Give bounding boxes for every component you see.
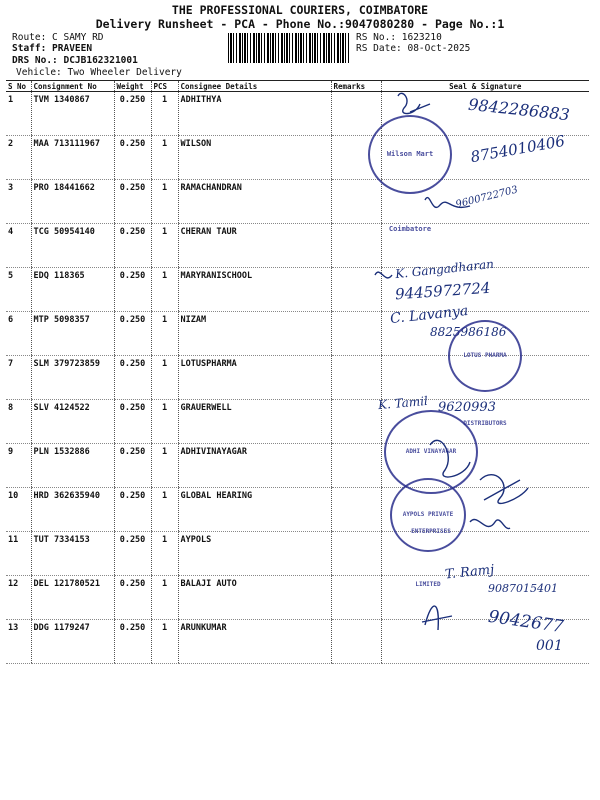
cell-sno: 8 bbox=[6, 400, 31, 444]
handwritten-name-1: K. Gangadharan bbox=[394, 256, 495, 282]
cell-consignment: TUT 7334153 bbox=[31, 532, 114, 576]
cell-consignment: PRO 18441662 bbox=[31, 180, 114, 224]
cell-weight: 0.250 bbox=[114, 444, 151, 488]
cell-weight: 0.250 bbox=[114, 312, 151, 356]
cell-sno: 11 bbox=[6, 532, 31, 576]
col-sno: S No bbox=[6, 81, 31, 92]
cell-consignee: ARUNKUMAR bbox=[178, 620, 331, 664]
cell-consignee: ADHITHYA bbox=[178, 92, 331, 136]
cell-sno: 10 bbox=[6, 488, 31, 532]
col-pcs: PCS bbox=[151, 81, 178, 92]
vehicle: Vehicle: Two Wheeler Delivery bbox=[16, 67, 182, 78]
cell-pcs: 1 bbox=[151, 180, 178, 224]
handwritten-name-4: T. Ramj bbox=[444, 562, 495, 583]
handwritten-name-2: C. Lavanya bbox=[389, 302, 469, 328]
cell-weight: 0.250 bbox=[114, 92, 151, 136]
cell-sno: 4 bbox=[6, 224, 31, 268]
cell-pcs: 1 bbox=[151, 92, 178, 136]
signature-1 bbox=[398, 93, 430, 113]
handwritten-phone-7: 9087015401 bbox=[488, 582, 558, 595]
handwritten-phone-2: 8754010406 bbox=[469, 131, 567, 167]
company-title: THE PROFESSIONAL COURIERS, COIMBATORE bbox=[171, 3, 429, 17]
col-weight: Weight bbox=[114, 81, 151, 92]
cell-sno: 6 bbox=[6, 312, 31, 356]
staff: Staff: PRAVEEN bbox=[12, 43, 93, 54]
rs-date: RS Date: 08-Oct-2025 bbox=[356, 43, 471, 54]
cell-consignment: TCG 50954140 bbox=[31, 224, 114, 268]
cell-weight: 0.250 bbox=[114, 356, 151, 400]
handwritten-phone-6: 9620993 bbox=[438, 400, 496, 415]
cell-sno: 13 bbox=[6, 620, 31, 664]
handwritten-phone-5: 8825986186 bbox=[430, 325, 507, 339]
cell-consignee: NIZAM bbox=[178, 312, 331, 356]
cell-sno: 7 bbox=[6, 356, 31, 400]
cell-weight: 0.250 bbox=[114, 180, 151, 224]
cell-consignee: RAMACHANDRAN bbox=[178, 180, 331, 224]
cell-consignee: AYPOLS bbox=[178, 532, 331, 576]
cell-pcs: 1 bbox=[151, 532, 178, 576]
cell-pcs: 1 bbox=[151, 400, 178, 444]
cell-consignee: BALAJI AUTO bbox=[178, 576, 331, 620]
cell-consignment: EDQ 118365 bbox=[31, 268, 114, 312]
cell-sno: 3 bbox=[6, 180, 31, 224]
cell-pcs: 1 bbox=[151, 444, 178, 488]
cell-consignment: DEL 121780521 bbox=[31, 576, 114, 620]
col-consignee: Consignee Details bbox=[178, 81, 331, 92]
adhi-vinayagar-stamp: ADHI VINAYAGAR ENTERPRISES bbox=[384, 410, 478, 494]
cell-pcs: 1 bbox=[151, 576, 178, 620]
handwritten-phone-8: 9042677 bbox=[486, 606, 565, 638]
cell-weight: 0.250 bbox=[114, 268, 151, 312]
route: Route: C SAMY RD bbox=[12, 32, 104, 43]
cell-pcs: 1 bbox=[151, 620, 178, 664]
cell-consignee: ADHIVINAYAGAR bbox=[178, 444, 331, 488]
cell-weight: 0.250 bbox=[114, 224, 151, 268]
cell-consignee: CHERAN TAUR bbox=[178, 224, 331, 268]
handwritten-name-3: K. Tamil bbox=[377, 393, 429, 413]
cell-consignment: PLN 1532886 bbox=[31, 444, 114, 488]
cell-weight: 0.250 bbox=[114, 136, 151, 180]
cell-pcs: 1 bbox=[151, 224, 178, 268]
cell-consignment: SLV 4124522 bbox=[31, 400, 114, 444]
cell-weight: 0.250 bbox=[114, 400, 151, 444]
cell-consignee: WILSON bbox=[178, 136, 331, 180]
handwritten-suffix: 001 bbox=[536, 638, 563, 654]
cell-sno: 12 bbox=[6, 576, 31, 620]
cell-sno: 1 bbox=[6, 92, 31, 136]
cell-weight: 0.250 bbox=[114, 576, 151, 620]
cell-consignment: DDG 1179247 bbox=[31, 620, 114, 664]
cell-consignment: MAA 713111967 bbox=[31, 136, 114, 180]
cell-weight: 0.250 bbox=[114, 532, 151, 576]
cell-sno: 9 bbox=[6, 444, 31, 488]
cell-sno: 5 bbox=[6, 268, 31, 312]
cell-pcs: 1 bbox=[151, 268, 178, 312]
handwritten-phone-1: 9842286883 bbox=[467, 94, 571, 125]
cell-consignment: SLM 379723859 bbox=[31, 356, 114, 400]
cell-pcs: 1 bbox=[151, 488, 178, 532]
cell-sno: 2 bbox=[6, 136, 31, 180]
lotus-pharma-stamp: LOTUS PHARMA DISTRIBUTORS bbox=[448, 320, 522, 392]
col-signature: Seal & Signature bbox=[381, 81, 589, 92]
cell-consignment: MTP 5098357 bbox=[31, 312, 114, 356]
cell-consignee: MARYRANISCHOOL bbox=[178, 268, 331, 312]
runsheet-subtitle: Delivery Runsheet - PCA - Phone No.:9047080280 - Page No.:1 bbox=[95, 17, 505, 31]
signature-10 bbox=[480, 475, 528, 504]
col-consignment: Consignment No bbox=[31, 81, 114, 92]
cell-consignee: LOTUSPHARMA bbox=[178, 356, 331, 400]
cell-consignment: TVM 1340867 bbox=[31, 92, 114, 136]
handwritten-phone-3: 9600722703 bbox=[454, 184, 520, 211]
aypols-stamp: AYPOLS PRIVATE LIMITED bbox=[390, 478, 466, 552]
handwritten-phone-4: 9445972724 bbox=[394, 278, 491, 304]
cell-consignee: GLOBAL HEARING bbox=[178, 488, 331, 532]
cell-consignee: GRAUERWELL bbox=[178, 400, 331, 444]
rs-number: RS No.: 1623210 bbox=[356, 32, 442, 43]
signature-3 bbox=[425, 198, 470, 208]
cell-pcs: 1 bbox=[151, 356, 178, 400]
wilson-mart-stamp: Wilson Mart Coimbatore bbox=[368, 115, 452, 194]
cell-weight: 0.250 bbox=[114, 488, 151, 532]
cell-pcs: 1 bbox=[151, 312, 178, 356]
signature-11 bbox=[470, 519, 510, 528]
cell-weight: 0.250 bbox=[114, 620, 151, 664]
drs-number: DRS No.: DCJB162321001 bbox=[12, 55, 138, 66]
cell-pcs: 1 bbox=[151, 136, 178, 180]
col-remarks: Remarks bbox=[331, 81, 381, 92]
cell-consignment: HRD 362635940 bbox=[31, 488, 114, 532]
signature-5 bbox=[375, 272, 392, 278]
